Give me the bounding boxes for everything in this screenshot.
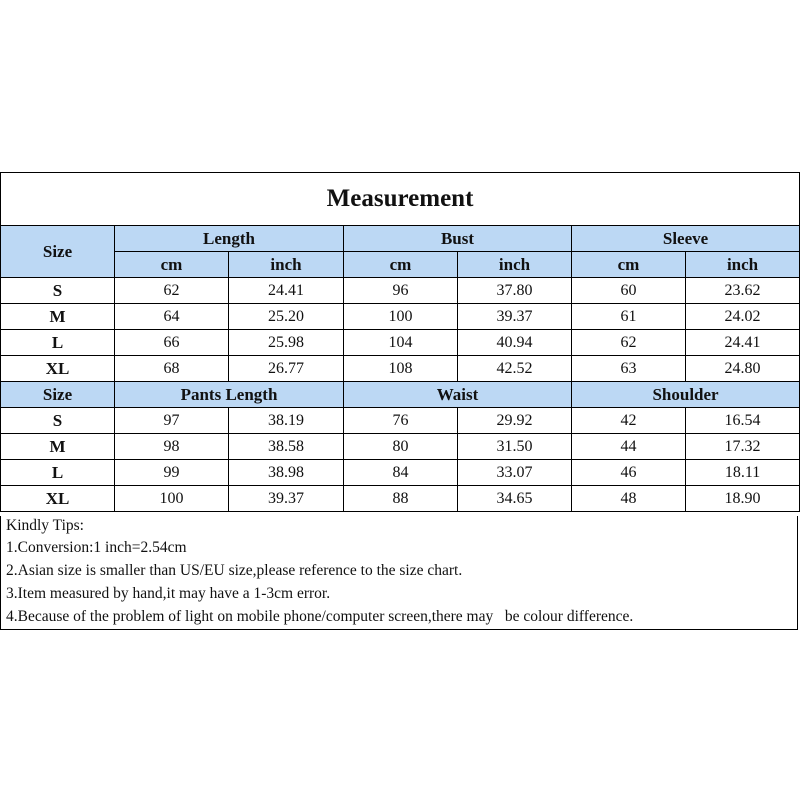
value-cell: 38.98 <box>229 460 344 486</box>
value-cell: 97 <box>115 408 229 434</box>
size-cell: S <box>1 278 115 304</box>
value-cell: 40.94 <box>458 330 572 356</box>
size-cell: M <box>1 434 115 460</box>
value-cell: 25.98 <box>229 330 344 356</box>
value-cell: 104 <box>344 330 458 356</box>
unit-header: cm <box>344 252 458 278</box>
size-cell: XL <box>1 486 115 512</box>
value-cell: 62 <box>115 278 229 304</box>
table-row <box>1 486 800 512</box>
tip-item: 3.Item measured by hand,it may have a 1-3cm error. <box>6 585 331 602</box>
value-cell: 84 <box>344 460 458 486</box>
group-header-sleeve: Sleeve <box>572 226 800 252</box>
table2-group-header-row <box>1 382 800 408</box>
value-cell: 42 <box>572 408 686 434</box>
group-header-waist: Waist <box>344 382 572 408</box>
value-cell: 24.02 <box>686 304 800 330</box>
table-row <box>1 356 800 382</box>
value-cell: 29.92 <box>458 408 572 434</box>
value-cell: 39.37 <box>458 304 572 330</box>
value-cell: 98 <box>115 434 229 460</box>
size-chart-table <box>0 172 800 512</box>
value-cell: 34.65 <box>458 486 572 512</box>
value-cell: 100 <box>344 304 458 330</box>
value-cell: 16.54 <box>686 408 800 434</box>
group-header-bust: Bust <box>344 226 572 252</box>
value-cell: 18.90 <box>686 486 800 512</box>
size-cell: XL <box>1 356 115 382</box>
value-cell: 99 <box>115 460 229 486</box>
value-cell: 88 <box>344 486 458 512</box>
value-cell: 96 <box>344 278 458 304</box>
group-header-shoulder: Shoulder <box>572 382 800 408</box>
value-cell: 25.20 <box>229 304 344 330</box>
value-cell: 17.32 <box>686 434 800 460</box>
value-cell: 62 <box>572 330 686 356</box>
table-row <box>1 460 800 486</box>
value-cell: 38.58 <box>229 434 344 460</box>
value-cell: 64 <box>115 304 229 330</box>
kindly-tips <box>0 516 798 630</box>
tip-item: 2.Asian size is smaller than US/EU size,please reference to the size chart. <box>6 562 463 579</box>
size-header: Size <box>1 382 115 408</box>
value-cell: 46 <box>572 460 686 486</box>
value-cell: 23.62 <box>686 278 800 304</box>
value-cell: 66 <box>115 330 229 356</box>
unit-header: cm <box>115 252 229 278</box>
group-header-length: Length <box>115 226 344 252</box>
value-cell: 108 <box>344 356 458 382</box>
size-cell: S <box>1 408 115 434</box>
size-header: Size <box>1 226 115 278</box>
value-cell: 100 <box>115 486 229 512</box>
value-cell: 37.80 <box>458 278 572 304</box>
value-cell: 68 <box>115 356 229 382</box>
table-row <box>1 304 800 330</box>
size-cell: L <box>1 330 115 356</box>
value-cell: 48 <box>572 486 686 512</box>
table-row <box>1 278 800 304</box>
size-cell: M <box>1 304 115 330</box>
unit-header: inch <box>686 252 800 278</box>
table-row <box>1 408 800 434</box>
value-cell: 39.37 <box>229 486 344 512</box>
value-cell: 60 <box>572 278 686 304</box>
value-cell: 38.19 <box>229 408 344 434</box>
table-row <box>1 330 800 356</box>
unit-header: inch <box>458 252 572 278</box>
unit-header: inch <box>229 252 344 278</box>
value-cell: 18.11 <box>686 460 800 486</box>
group-header-pants-length: Pants Length <box>115 382 344 408</box>
value-cell: 26.77 <box>229 356 344 382</box>
chart-title: Measurement <box>1 173 800 226</box>
value-cell: 76 <box>344 408 458 434</box>
tip-item: 4.Because of the problem of light on mobile phone/computer screen,there may be colour difference. <box>6 608 634 625</box>
size-chart-sheet <box>0 172 800 632</box>
table1-group-header-row <box>1 226 800 252</box>
value-cell: 31.50 <box>458 434 572 460</box>
tips-heading: Kindly Tips: <box>6 517 84 534</box>
value-cell: 24.80 <box>686 356 800 382</box>
value-cell: 24.41 <box>686 330 800 356</box>
table-row <box>1 434 800 460</box>
size-cell: L <box>1 460 115 486</box>
value-cell: 44 <box>572 434 686 460</box>
value-cell: 24.41 <box>229 278 344 304</box>
value-cell: 80 <box>344 434 458 460</box>
table1-unit-header-row <box>1 252 800 278</box>
value-cell: 33.07 <box>458 460 572 486</box>
tip-item: 1.Conversion:1 inch=2.54cm <box>6 539 187 556</box>
unit-header: cm <box>572 252 686 278</box>
value-cell: 63 <box>572 356 686 382</box>
value-cell: 61 <box>572 304 686 330</box>
value-cell: 42.52 <box>458 356 572 382</box>
